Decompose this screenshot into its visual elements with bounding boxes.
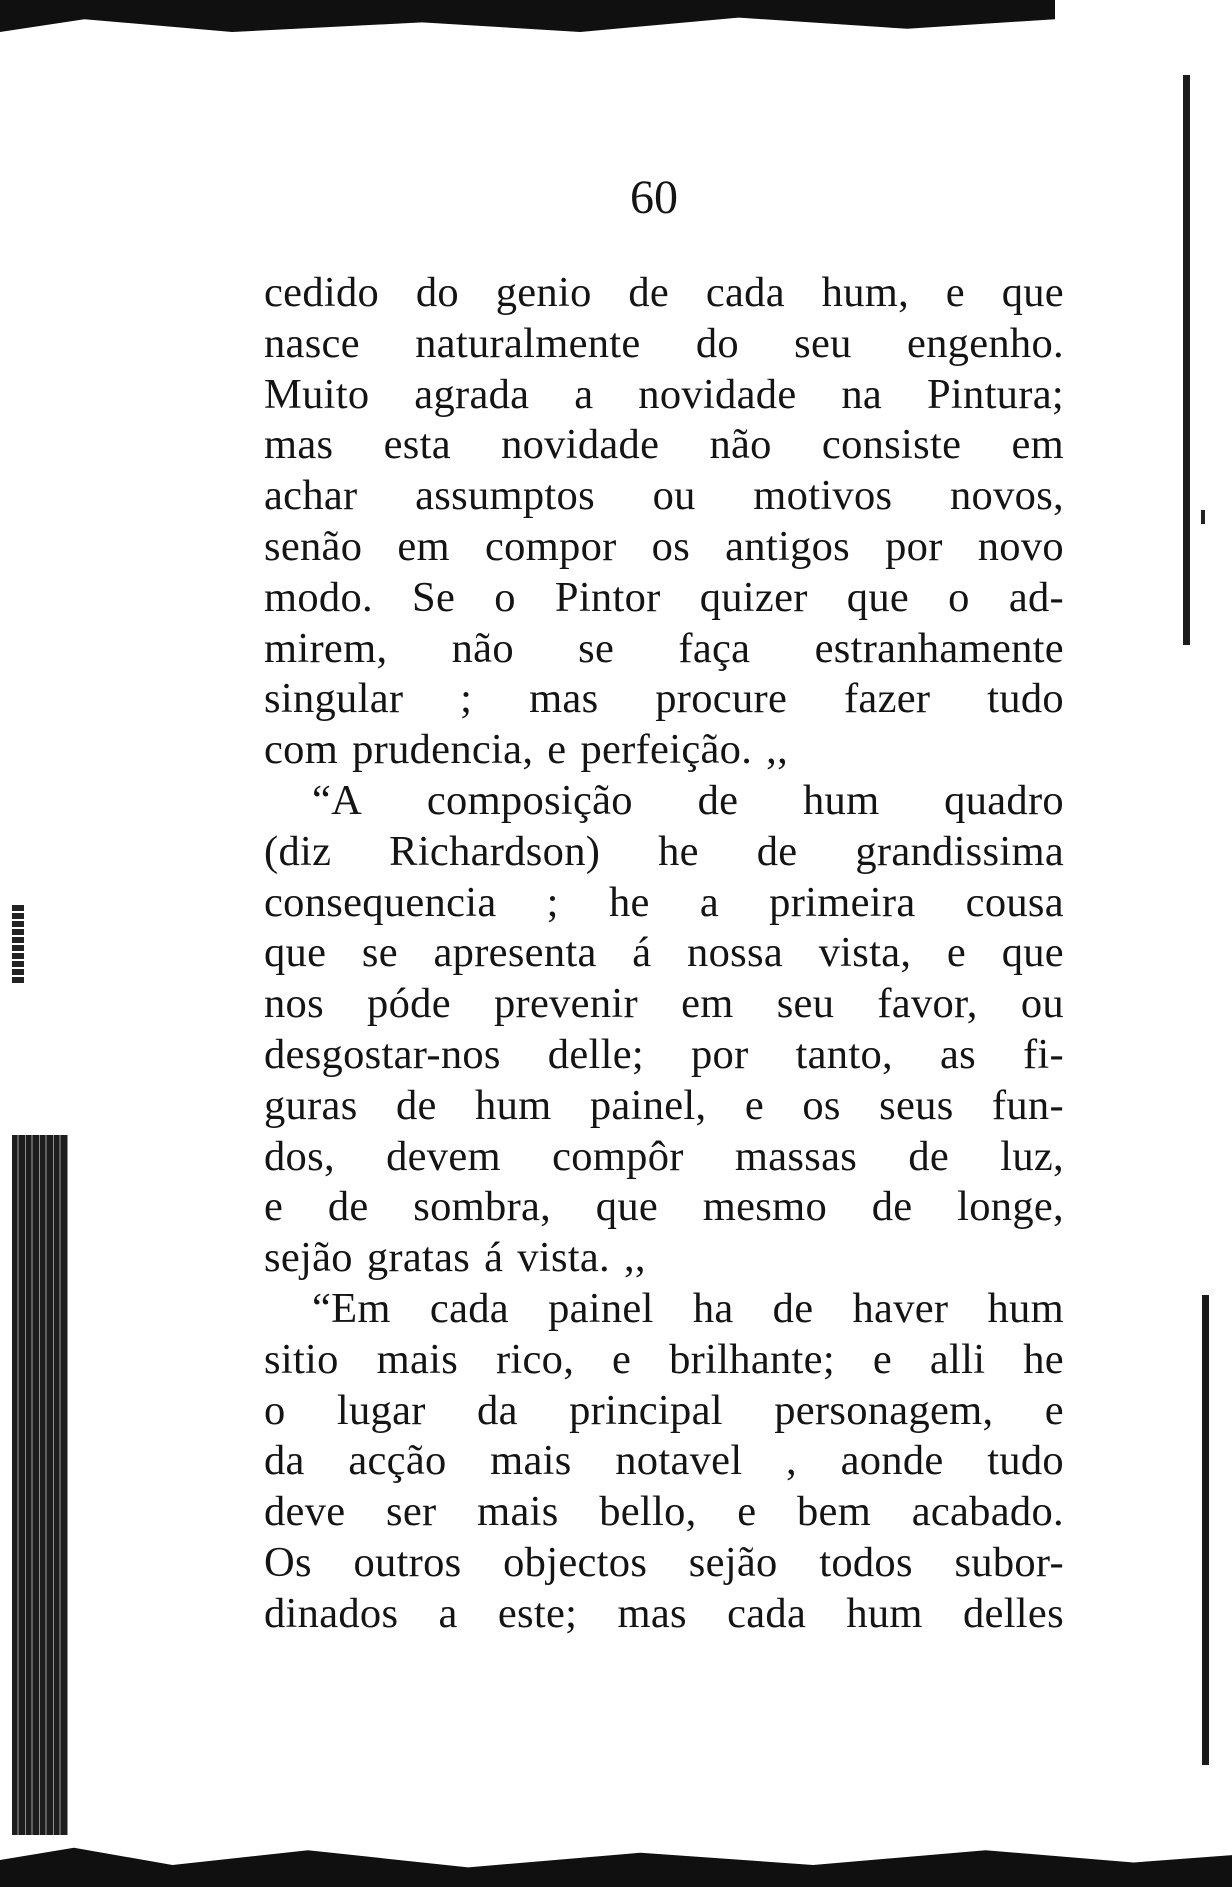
- word: ,: [786, 1437, 797, 1485]
- word: perfeição.: [580, 726, 753, 774]
- word: vista.: [517, 1234, 610, 1282]
- word: fun-: [991, 1081, 1064, 1129]
- word: ad-: [1008, 573, 1064, 621]
- word: os: [651, 522, 691, 570]
- word: por: [885, 522, 943, 570]
- word: com: [264, 726, 339, 774]
- word: se: [361, 929, 398, 977]
- word: novo: [977, 522, 1064, 570]
- word: quizer: [699, 573, 808, 621]
- word: seus: [879, 1081, 954, 1129]
- word: e: [547, 726, 567, 774]
- word: primeira: [769, 878, 916, 926]
- word: tudo: [987, 675, 1064, 723]
- word: outros: [353, 1538, 462, 1586]
- word: de: [628, 269, 670, 316]
- word: o: [264, 1386, 286, 1434]
- scan-artifact-left-mark: [12, 905, 24, 985]
- word: seu: [794, 319, 852, 367]
- text-line: [264, 674, 1064, 725]
- word: principal: [569, 1386, 723, 1434]
- text-line: [264, 979, 1064, 1030]
- word: novos,: [950, 472, 1064, 520]
- text-line: [264, 1132, 1064, 1183]
- word: he: [658, 827, 699, 875]
- word: o: [494, 573, 516, 621]
- word: bello,: [599, 1488, 697, 1536]
- word: painel: [548, 1284, 654, 1332]
- word: do: [695, 319, 739, 367]
- word: a: [574, 370, 594, 418]
- word: em: [681, 980, 734, 1028]
- word: tanto,: [795, 1030, 893, 1078]
- text-line: [264, 1538, 1064, 1589]
- word: ,,: [623, 1234, 646, 1282]
- text-line: [264, 1284, 1064, 1335]
- word: composição: [426, 776, 633, 824]
- word: o: [948, 573, 970, 621]
- word: esta: [383, 421, 451, 469]
- scan-artifact-right-tick: [1201, 510, 1205, 524]
- word: se: [578, 624, 615, 672]
- word: que: [846, 573, 910, 621]
- word: he: [608, 878, 650, 926]
- text-line: [264, 319, 1064, 370]
- word: seu: [776, 980, 835, 1028]
- word: Se: [412, 573, 456, 621]
- word: a: [438, 1589, 458, 1637]
- word: hum,: [821, 269, 910, 316]
- word: grandissima: [855, 827, 1064, 875]
- word: procure: [655, 675, 788, 723]
- text-line: [264, 471, 1064, 522]
- word: rico,: [495, 1335, 575, 1383]
- word: póde: [367, 980, 451, 1028]
- word: estranhamente: [814, 624, 1064, 672]
- word: prevenir: [493, 980, 638, 1028]
- word: agrada: [414, 370, 530, 418]
- word: gratas: [366, 1234, 471, 1282]
- word: por: [690, 1030, 749, 1078]
- word: hum: [802, 776, 880, 824]
- text-line: [264, 1233, 1064, 1284]
- word: mais: [477, 1488, 559, 1536]
- word: e: [264, 1183, 284, 1231]
- word: compôr: [552, 1132, 684, 1180]
- body-text: [264, 268, 1064, 1640]
- word: acabado.: [911, 1488, 1064, 1536]
- text-line: [264, 725, 1064, 776]
- word: novidade: [638, 370, 797, 418]
- text-line: [264, 878, 1064, 929]
- word: consequencia: [264, 878, 497, 926]
- word: quadro: [944, 776, 1064, 824]
- word: singular: [264, 675, 404, 723]
- word: em: [1011, 421, 1064, 469]
- word: “A: [312, 776, 363, 824]
- text-line: [264, 1436, 1064, 1487]
- word: he: [1023, 1335, 1064, 1383]
- text-line: [264, 522, 1064, 573]
- word: ser: [386, 1488, 437, 1536]
- word: mas: [617, 1589, 687, 1637]
- word: ,,: [766, 726, 788, 774]
- page-number: 60: [630, 171, 678, 224]
- word: dos,: [264, 1132, 335, 1180]
- text-line: [264, 1487, 1064, 1538]
- text-line: [264, 1081, 1064, 1132]
- word: favor,: [877, 980, 978, 1028]
- word: aonde: [840, 1437, 944, 1485]
- word: de: [697, 776, 739, 824]
- text-line: [264, 1335, 1064, 1386]
- word: vista,: [818, 929, 912, 977]
- word: os: [802, 1081, 841, 1129]
- word: fazer: [843, 675, 931, 723]
- word: e: [872, 1335, 892, 1383]
- word: e: [744, 1081, 764, 1129]
- scan-border-bottom: [0, 1838, 1232, 1887]
- text-line: [264, 420, 1064, 471]
- word: da: [264, 1437, 305, 1485]
- word: que: [595, 1183, 659, 1231]
- word: Pintor: [554, 573, 661, 621]
- word: hum: [987, 1284, 1064, 1332]
- word: novidade: [501, 421, 660, 469]
- word: deve: [264, 1488, 346, 1536]
- word: naturalmente: [415, 319, 641, 367]
- word: sejão: [264, 1234, 353, 1282]
- text-line: [264, 268, 1064, 319]
- word: de: [871, 1183, 913, 1231]
- word: nos: [264, 980, 324, 1028]
- word: assumptos: [415, 472, 595, 520]
- word: faça: [678, 624, 751, 672]
- word: de: [327, 1183, 369, 1231]
- word: do: [415, 269, 459, 316]
- word: alli: [929, 1335, 986, 1383]
- word: massas: [734, 1132, 858, 1180]
- word: acção: [348, 1437, 447, 1485]
- word: sombra,: [413, 1183, 552, 1231]
- word: que: [1001, 929, 1064, 977]
- word: sitio: [264, 1335, 339, 1383]
- word: consiste: [821, 421, 962, 469]
- text-line: [264, 827, 1064, 878]
- word: cada: [727, 1589, 807, 1637]
- word: senão: [264, 522, 363, 570]
- word: ou: [1020, 980, 1064, 1028]
- word: achar: [264, 472, 358, 520]
- word: este;: [497, 1589, 578, 1637]
- word: personagem,: [774, 1386, 994, 1434]
- word: cousa: [965, 878, 1064, 926]
- word: genio: [495, 269, 592, 316]
- scan-border-left: [12, 1135, 68, 1835]
- word: desgostar-nos: [264, 1030, 501, 1078]
- word: guras: [264, 1081, 358, 1129]
- word: de: [908, 1132, 950, 1180]
- word: mais: [376, 1335, 459, 1383]
- word: todos: [819, 1538, 913, 1586]
- word: mas: [264, 421, 334, 469]
- text-line: [264, 776, 1064, 827]
- word: hum: [475, 1081, 552, 1129]
- word: hum: [846, 1589, 923, 1637]
- word: modo.: [264, 573, 373, 621]
- word: a: [699, 878, 719, 926]
- word: e: [737, 1488, 757, 1536]
- word: bem: [797, 1488, 872, 1536]
- word: engenho.: [906, 319, 1064, 367]
- word: que: [264, 929, 327, 977]
- word: e: [1044, 1386, 1064, 1434]
- word: devem: [386, 1132, 501, 1180]
- word: Richardson): [389, 827, 601, 875]
- text-line: [264, 573, 1064, 624]
- word: em: [397, 522, 450, 570]
- word: notavel: [615, 1437, 743, 1485]
- word: da: [477, 1386, 518, 1434]
- word: cada: [429, 1284, 509, 1332]
- word: brilhante;: [669, 1335, 835, 1383]
- word: (diz: [264, 827, 332, 875]
- word: painel,: [589, 1081, 707, 1129]
- word: subor-: [954, 1538, 1064, 1586]
- word: delles: [962, 1589, 1064, 1637]
- scan-artifact-right-line: [1183, 75, 1190, 645]
- scan-border-top: [0, 0, 1055, 32]
- word: não: [451, 624, 514, 672]
- word: cada: [705, 269, 785, 316]
- word: de: [772, 1284, 814, 1332]
- word: mais: [490, 1437, 572, 1485]
- word: haver: [852, 1284, 949, 1332]
- word: ou: [652, 472, 696, 520]
- word: fi-: [1022, 1030, 1064, 1078]
- word: mirem,: [264, 624, 388, 672]
- word: Muito: [264, 370, 370, 418]
- word: que: [1001, 269, 1064, 316]
- word: luz,: [1000, 1132, 1064, 1180]
- word: “Em: [312, 1284, 391, 1332]
- word: dinados: [264, 1589, 399, 1637]
- text-line: [264, 370, 1064, 421]
- word: nasce: [264, 319, 360, 367]
- word: antigos: [725, 522, 851, 570]
- text-line: [264, 1182, 1064, 1233]
- word: Pintura;: [926, 370, 1064, 418]
- word: mas: [529, 675, 599, 723]
- text-line: [264, 624, 1064, 675]
- word: apresenta: [433, 929, 597, 977]
- word: objectos: [503, 1538, 648, 1586]
- word: nossa: [687, 929, 783, 977]
- text-line: [264, 928, 1064, 979]
- word: á: [632, 929, 652, 977]
- word: delle;: [547, 1030, 644, 1078]
- text-line: [264, 1030, 1064, 1081]
- scan-artifact-right-line-lower: [1202, 1295, 1209, 1765]
- word: lugar: [336, 1386, 426, 1434]
- word: longe,: [957, 1183, 1064, 1231]
- word: á: [484, 1234, 504, 1282]
- word: não: [709, 421, 772, 469]
- word: e: [946, 929, 967, 977]
- word: na: [841, 370, 883, 418]
- word: ;: [546, 878, 559, 926]
- word: de: [756, 827, 798, 875]
- word: prudencia,: [352, 726, 534, 774]
- word: tudo: [987, 1437, 1064, 1485]
- word: e: [612, 1335, 632, 1383]
- word: sejão: [688, 1538, 778, 1586]
- word: as: [939, 1030, 976, 1078]
- text-line: [264, 1589, 1064, 1640]
- word: compor: [484, 522, 617, 570]
- word: e: [945, 269, 965, 316]
- word: mesmo: [702, 1183, 828, 1231]
- word: de: [395, 1081, 437, 1129]
- word: ;: [460, 675, 473, 723]
- word: ha: [692, 1284, 734, 1332]
- word: Os: [264, 1538, 312, 1586]
- text-line: [264, 1386, 1064, 1437]
- word: cedido: [264, 269, 380, 316]
- word: motivos: [753, 472, 893, 520]
